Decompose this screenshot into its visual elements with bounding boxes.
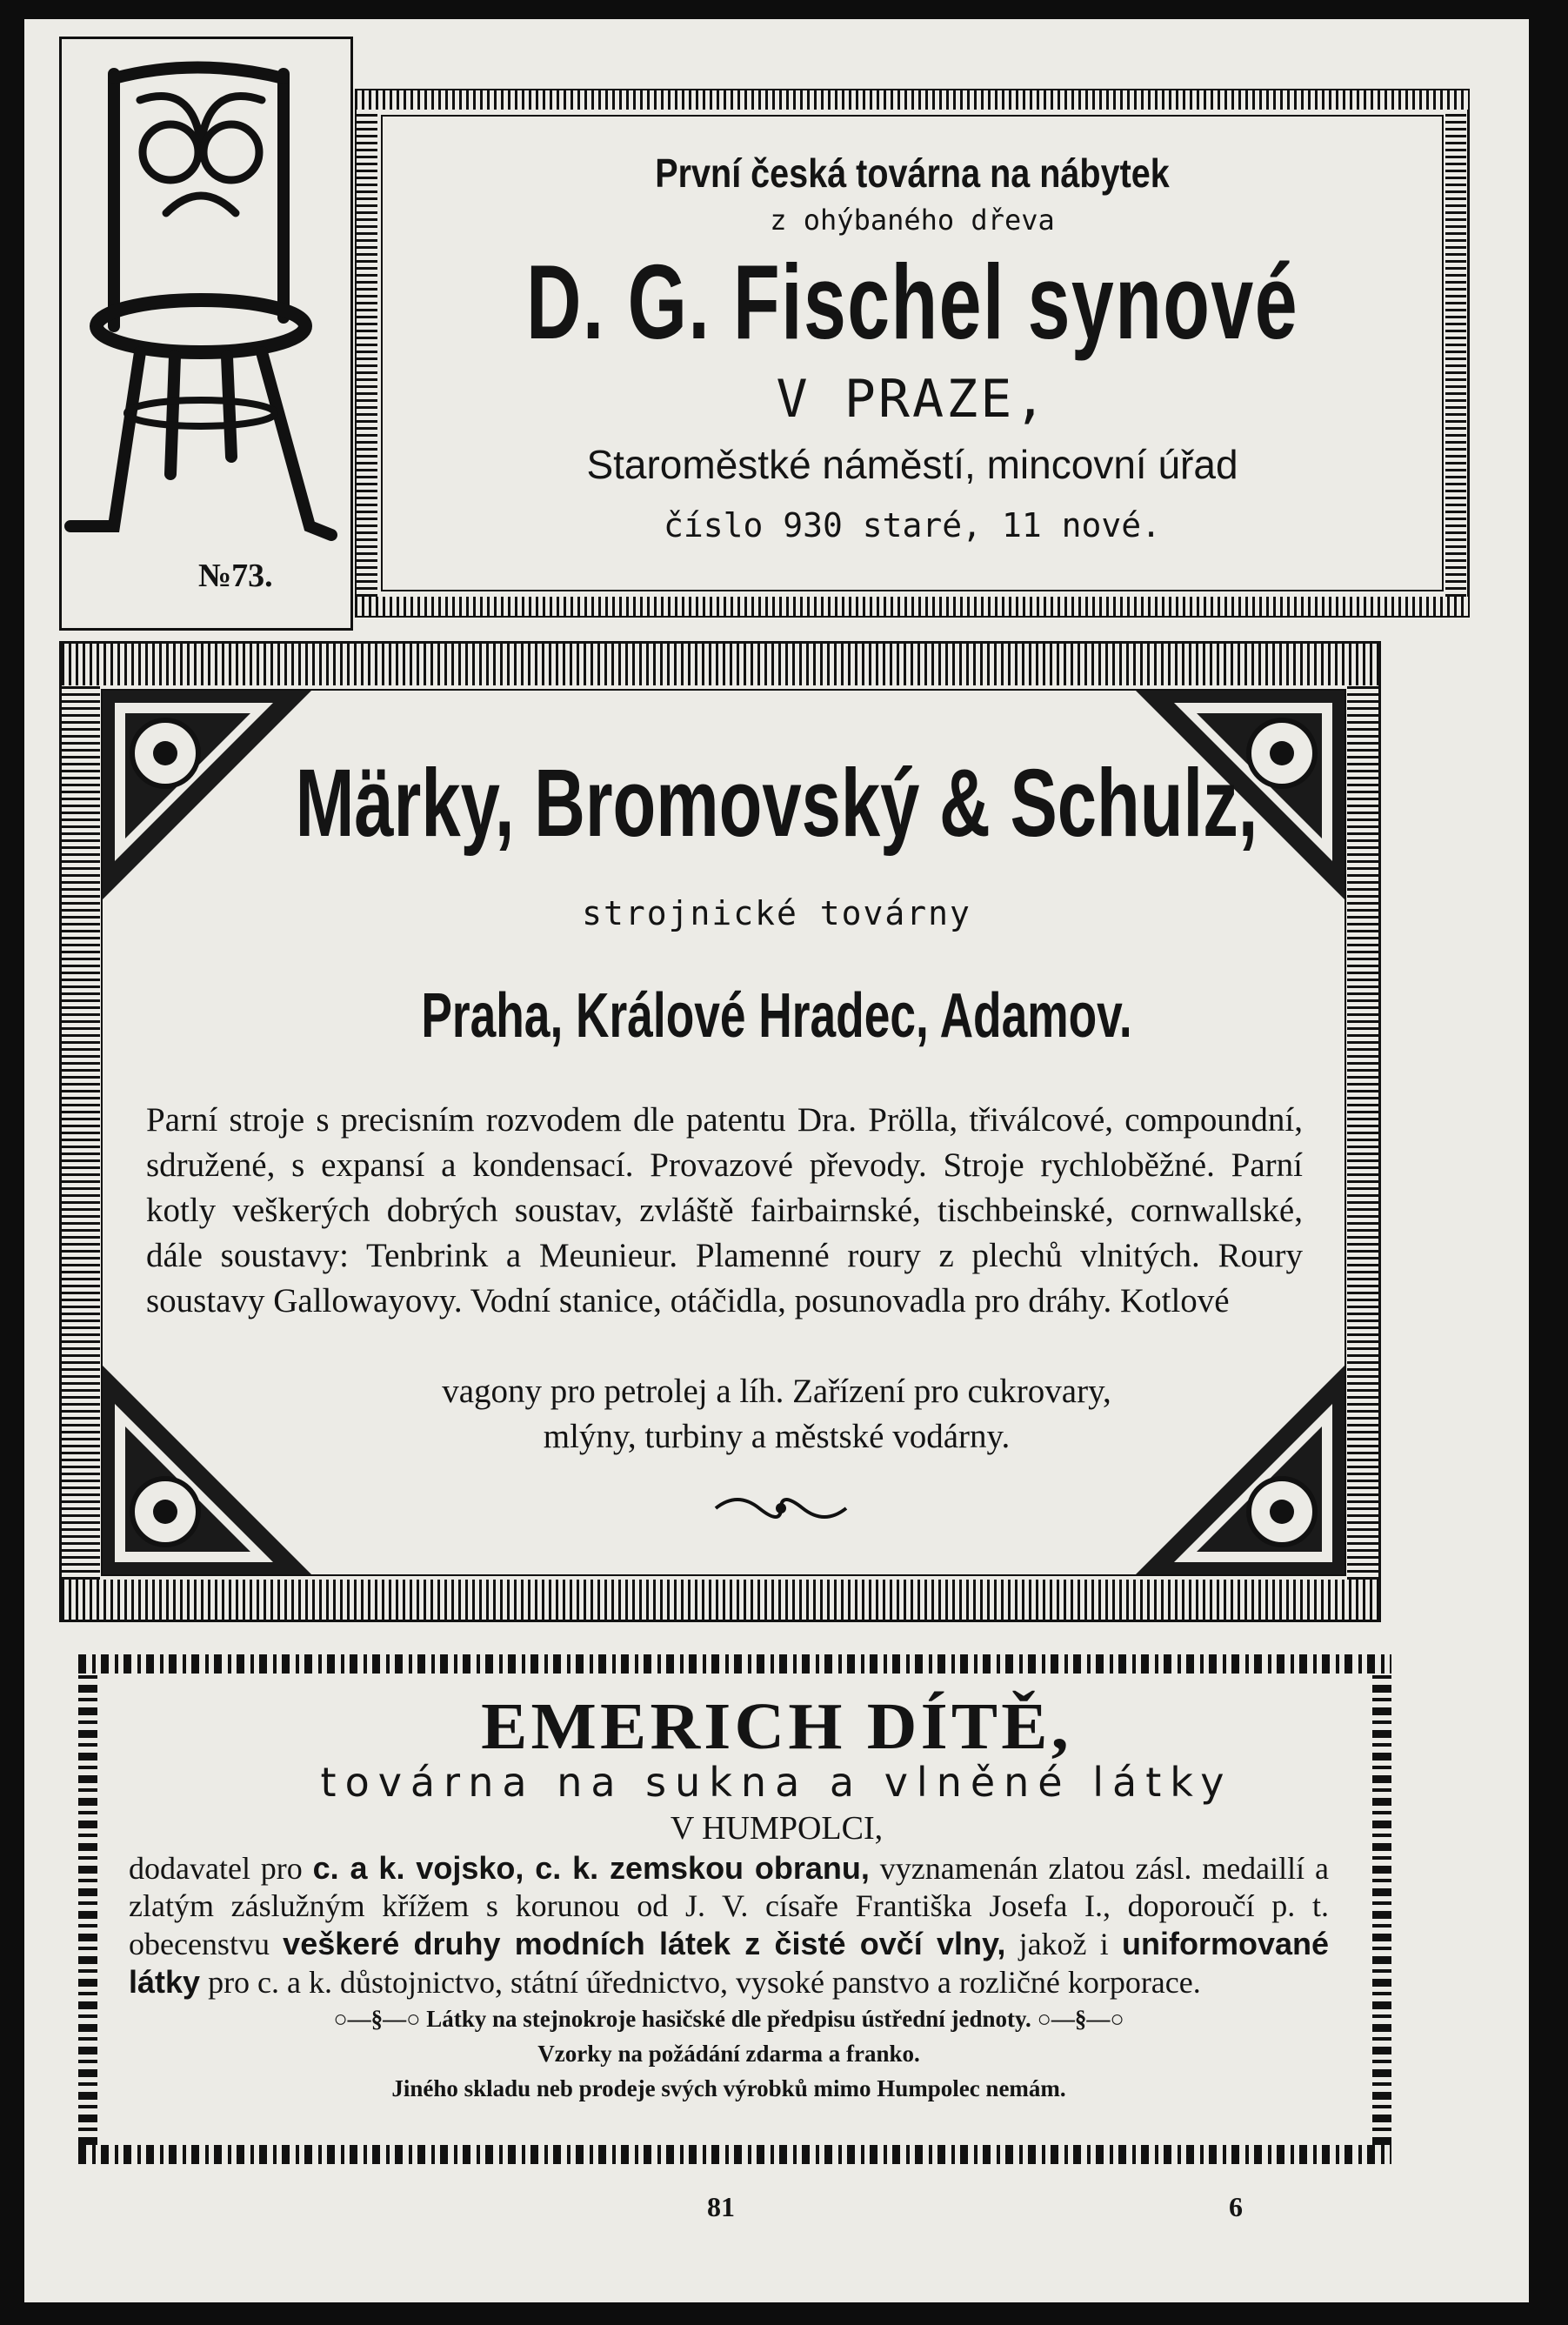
fischel-border-bottom <box>355 597 1470 616</box>
dite-text: vyznamenán zlatou zásl. medaillí a zlatým záslužným křížem s korunou od J. V. císaře Františka Josefa I., doporoučí p. t. obecenstvu <box>129 1851 1329 1961</box>
marky-subtitle: strojnické továrny <box>582 894 971 932</box>
dite-city: V HUMPOLCI, <box>670 1810 884 1847</box>
dite-text: dodavatel pro <box>129 1851 303 1886</box>
dite-text: pro c. a k. důstojnictvo, státní úřednictvo, vysoké panstvo a rozličné korporace. <box>208 1965 1201 2000</box>
marky-company-name: Märky, Bromovský & Schulz, <box>295 750 1258 857</box>
dite-text-bold: veškeré druhy modních látek z čisté ovčí vlny, <box>283 1926 1006 1961</box>
dite-border-bottom <box>78 2145 1391 2164</box>
dite-border-top <box>78 1654 1391 1674</box>
fischel-subheadline: z ohýbaného dřeva <box>770 204 1055 237</box>
dite-note-text: Látky na stejnokroje hasičské dle předpisu ústřední jednoty. <box>426 2006 1031 2032</box>
fischel-address: Staroměstké náměstí, mincovní úřad <box>586 442 1238 487</box>
model-number: №73. <box>198 558 273 594</box>
marky-description-line: vagony pro petrolej a líh. Zařízení pro cukrovary, <box>442 1373 1111 1410</box>
bentwood-chair-illustration <box>62 39 350 578</box>
chair-illustration-box <box>59 37 353 631</box>
footer-page-number: 6 <box>1229 2191 1243 2222</box>
dite-note-samples: Vzorky na požádání zdarma a franko. <box>537 2041 920 2067</box>
fischel-house-number: číslo 930 staré, 11 nové. <box>664 506 1161 545</box>
fischel-city: V PRAZE, <box>776 369 1049 430</box>
dite-text-bold: uniformované látky <box>129 1926 1329 2000</box>
dite-note-uniforms <box>129 2001 1329 2036</box>
scroll-ornament <box>711 1491 851 1526</box>
marky-description: Parní stroje s precisním rozvodem dle patentu Dra. Prölla, třiválcové, compoundní, sdružené, s expansí a kondensací. Provazové převody. Stroje rychloběžné. Parní kotly veškerých dobrých soustav, zvláště fairbairnské, tischbeinské, cornwallské, dále soustavy: Tenbrink a Meunieur. Plamenné roury z plechů vlnitých. Roury soustavy Gallowayovy. Vodní stanice, otáčidla, posunovadla pro dráhy. Kotlové <box>146 1101 1303 1320</box>
footer-signature: 81 <box>707 2191 735 2222</box>
dite-company-name: EMERICH DÍTĚ, <box>481 1690 1072 1763</box>
dite-text-bold: c. a k. vojsko, c. k. zemskou obranu, <box>312 1850 870 1886</box>
dite-subtitle: továrna na sukna a vlněné látky <box>320 1759 1233 1806</box>
marky-description-end <box>24 1369 1529 1460</box>
marky-border-top <box>62 644 1378 685</box>
fischel-company-name: D. G. Fischel synové <box>526 243 1298 361</box>
fischel-headline: První česká továrna na nábytek <box>655 150 1170 196</box>
marky-description-line: mlýny, turbiny a městské vodárny. <box>543 1418 1011 1455</box>
marky-cities: Praha, Králové Hradec, Adamov. <box>421 981 1132 1051</box>
catalog-page <box>24 19 1529 2302</box>
dite-description <box>129 1849 1329 2106</box>
marky-border-bottom <box>62 1580 1378 1620</box>
fischel-border-top <box>355 90 1470 110</box>
flourish-left-icon: ○—§—○ <box>333 2006 421 2032</box>
dite-text: jakož i <box>1018 1927 1109 1961</box>
dite-note-store: Jiného skladu neb prodeje svých výrobků mimo Humpolec nemám. <box>391 2075 1066 2101</box>
flourish-right-icon: ○—§—○ <box>1037 2006 1124 2032</box>
